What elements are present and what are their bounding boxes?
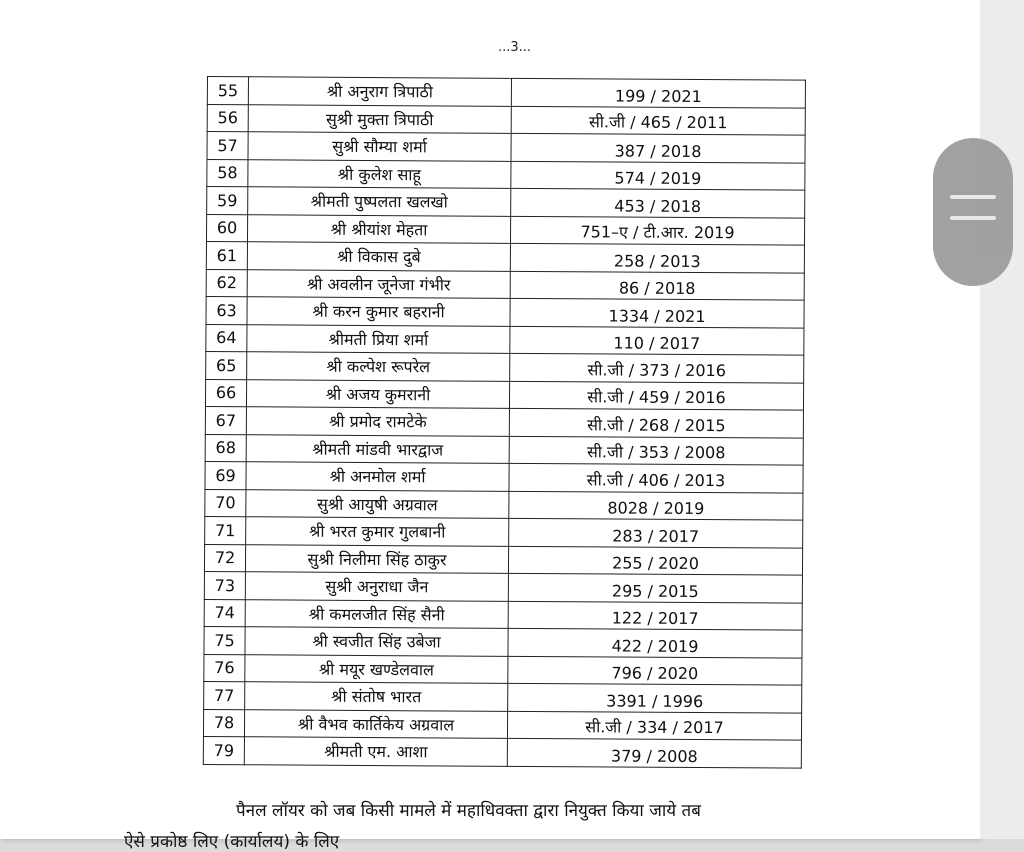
enrollment-number-cell: सी.जी / 465 / 2011	[511, 106, 805, 135]
table-row	[206, 324, 804, 355]
serial-number-cell: 73	[204, 571, 245, 599]
table-row	[205, 489, 803, 520]
table-row	[207, 77, 805, 108]
serial-number-cell: 63	[206, 296, 247, 324]
serial-number-cell: 65	[206, 351, 247, 379]
enrollment-number-cell: 422 / 2019	[508, 628, 802, 657]
lawyer-name-cell: श्री विकास दुबे	[247, 242, 510, 271]
lawyer-name-cell: श्री करन कुमार बहरानी	[247, 297, 510, 326]
lawyer-name-cell: श्री श्रीयांश मेहता	[247, 214, 510, 243]
serial-number-cell: 71	[205, 516, 246, 544]
table-row	[207, 159, 805, 190]
lawyer-name-cell: श्रीमती पुष्पलता खलखो	[248, 187, 511, 216]
table-row	[206, 296, 804, 327]
footer-text-line-1: पैनल लॉयर को जब किसी मामले में महाधिवक्ता द्वारा नियुक्त किया जाये तब	[236, 801, 701, 821]
lawyer-name-cell: श्री प्रमोद रामटेके	[246, 407, 509, 436]
enrollment-number-cell: सी.जी / 334 / 2017	[507, 711, 801, 740]
enrollment-number-cell: 255 / 2020	[508, 546, 802, 575]
lawyer-name-cell: श्री कमलजीत सिंह सैनी	[245, 599, 508, 628]
enrollment-number-cell: सी.जी / 406 / 2013	[509, 463, 803, 492]
page-number-marker: ...3...	[498, 40, 532, 55]
lawyer-name-cell: श्रीमती मांडवी भारद्वाज	[246, 434, 509, 463]
lawyer-name-cell: श्रीमती प्रिया शर्मा	[247, 324, 510, 353]
lawyer-name-cell: श्री संतोष भारत	[245, 682, 508, 711]
serial-number-cell: 69	[205, 461, 246, 489]
serial-number-cell: 66	[205, 379, 246, 407]
enrollment-number-cell: सी.जी / 353 / 2008	[509, 436, 803, 465]
enrollment-number-cell: 110 / 2017	[510, 326, 804, 355]
serial-number-cell: 60	[206, 214, 247, 242]
lawyer-name-cell: श्री कल्पेश रूपरेल	[247, 352, 510, 381]
enrollment-number-cell: 199 / 2021	[511, 78, 805, 107]
panel-lawyer-table	[203, 76, 806, 768]
serial-number-cell: 64	[206, 324, 247, 352]
lawyer-name-cell: श्री अनुराग त्रिपाठी	[248, 77, 511, 106]
viewer-background	[980, 0, 1024, 839]
serial-number-cell: 79	[203, 736, 244, 764]
serial-number-cell: 77	[204, 681, 245, 709]
serial-number-cell: 59	[207, 187, 248, 215]
serial-number-cell: 62	[206, 269, 247, 297]
serial-number-cell: 68	[205, 434, 246, 462]
table-row	[207, 104, 805, 135]
enrollment-number-cell: 796 / 2020	[508, 656, 802, 685]
lawyer-name-cell: श्री भरत कुमार गुलबानी	[246, 517, 509, 546]
lawyer-name-cell: सुश्री सौम्या शर्मा	[248, 132, 511, 161]
table-row	[204, 599, 802, 630]
serial-number-cell: 74	[204, 599, 245, 627]
enrollment-number-cell: 387 / 2018	[511, 133, 805, 162]
table-row	[204, 571, 802, 602]
enrollment-number-cell: 283 / 2017	[509, 518, 803, 547]
serial-number-cell: 75	[204, 626, 245, 654]
enrollment-number-cell: 295 / 2015	[508, 573, 802, 602]
enrollment-number-cell: 379 / 2008	[507, 738, 801, 767]
scroll-handle[interactable]	[933, 138, 1013, 286]
serial-number-cell: 57	[207, 132, 248, 160]
table-row	[206, 214, 804, 245]
enrollment-number-cell: 122 / 2017	[508, 601, 802, 630]
table-row	[206, 241, 804, 272]
lawyer-name-cell: श्री अजय कुमरानी	[246, 379, 509, 408]
grip-line-icon	[950, 216, 996, 220]
serial-number-cell: 72	[204, 544, 245, 572]
lawyer-name-cell: सुश्री आयुषी अग्रवाल	[246, 489, 509, 518]
lawyer-name-cell: श्री वैभव कार्तिकेय अग्रवाल	[244, 709, 507, 738]
table-row	[205, 406, 803, 437]
table-row	[204, 654, 802, 685]
lawyer-name-cell: श्री कुलेश साहू	[248, 159, 511, 188]
enrollment-number-cell: 258 / 2013	[510, 243, 804, 272]
enrollment-number-cell: 86 / 2018	[510, 271, 804, 300]
enrollment-number-cell: 8028 / 2019	[509, 491, 803, 520]
table-row	[205, 379, 803, 410]
serial-number-cell: 78	[203, 709, 244, 737]
table-row	[206, 351, 804, 382]
enrollment-number-cell: 1334 / 2021	[510, 298, 804, 327]
enrollment-number-cell: सी.जी / 373 / 2016	[510, 353, 804, 382]
table-row	[204, 626, 802, 657]
enrollment-number-cell: 751–ए / टी.आर. 2019	[510, 216, 804, 245]
enrollment-number-cell: 3391 / 1996	[508, 683, 802, 712]
lawyer-name-cell: सुश्री निलीमा सिंह ठाकुर	[245, 544, 508, 573]
table-row	[204, 681, 802, 712]
table-row	[203, 709, 801, 740]
serial-number-cell: 55	[207, 77, 248, 105]
lawyer-name-cell: श्री स्वजीत सिंह उबेजा	[245, 627, 508, 656]
enrollment-number-cell: 453 / 2018	[511, 188, 805, 217]
serial-number-cell: 67	[205, 406, 246, 434]
lawyer-name-cell: सुश्री मुक्ता त्रिपाठी	[248, 104, 511, 133]
serial-number-cell: 56	[207, 104, 248, 132]
serial-number-cell: 76	[204, 654, 245, 682]
grip-line-icon	[950, 195, 996, 199]
lawyer-name-cell: श्रीमती एम. आशा	[244, 737, 507, 766]
enrollment-number-cell: सी.जी / 268 / 2015	[509, 408, 803, 437]
table-row	[207, 187, 805, 218]
table-row	[207, 132, 805, 163]
table-row	[206, 269, 804, 300]
table-body	[203, 77, 805, 768]
footer-text-line-2: ऐसे प्रकोष्ठ लिए (कार्यालय) के लिए	[124, 832, 340, 852]
lawyer-name-cell: श्री मयूर खण्डेलवाल	[245, 654, 508, 683]
serial-number-cell: 58	[207, 159, 248, 187]
serial-number-cell: 61	[206, 241, 247, 269]
table-row	[205, 434, 803, 465]
serial-number-cell: 70	[205, 489, 246, 517]
lawyer-name-cell: श्री अनमोल शर्मा	[246, 462, 509, 491]
lawyer-name-cell: श्री अवलीन जूनेजा गंभीर	[247, 269, 510, 298]
table-row	[204, 544, 802, 575]
table-row	[205, 461, 803, 492]
table-row	[205, 516, 803, 547]
lawyer-name-cell: सुश्री अनुराधा जैन	[245, 572, 508, 601]
table-row	[203, 736, 801, 767]
enrollment-number-cell: सी.जी / 459 / 2016	[509, 381, 803, 410]
enrollment-number-cell: 574 / 2019	[511, 161, 805, 190]
